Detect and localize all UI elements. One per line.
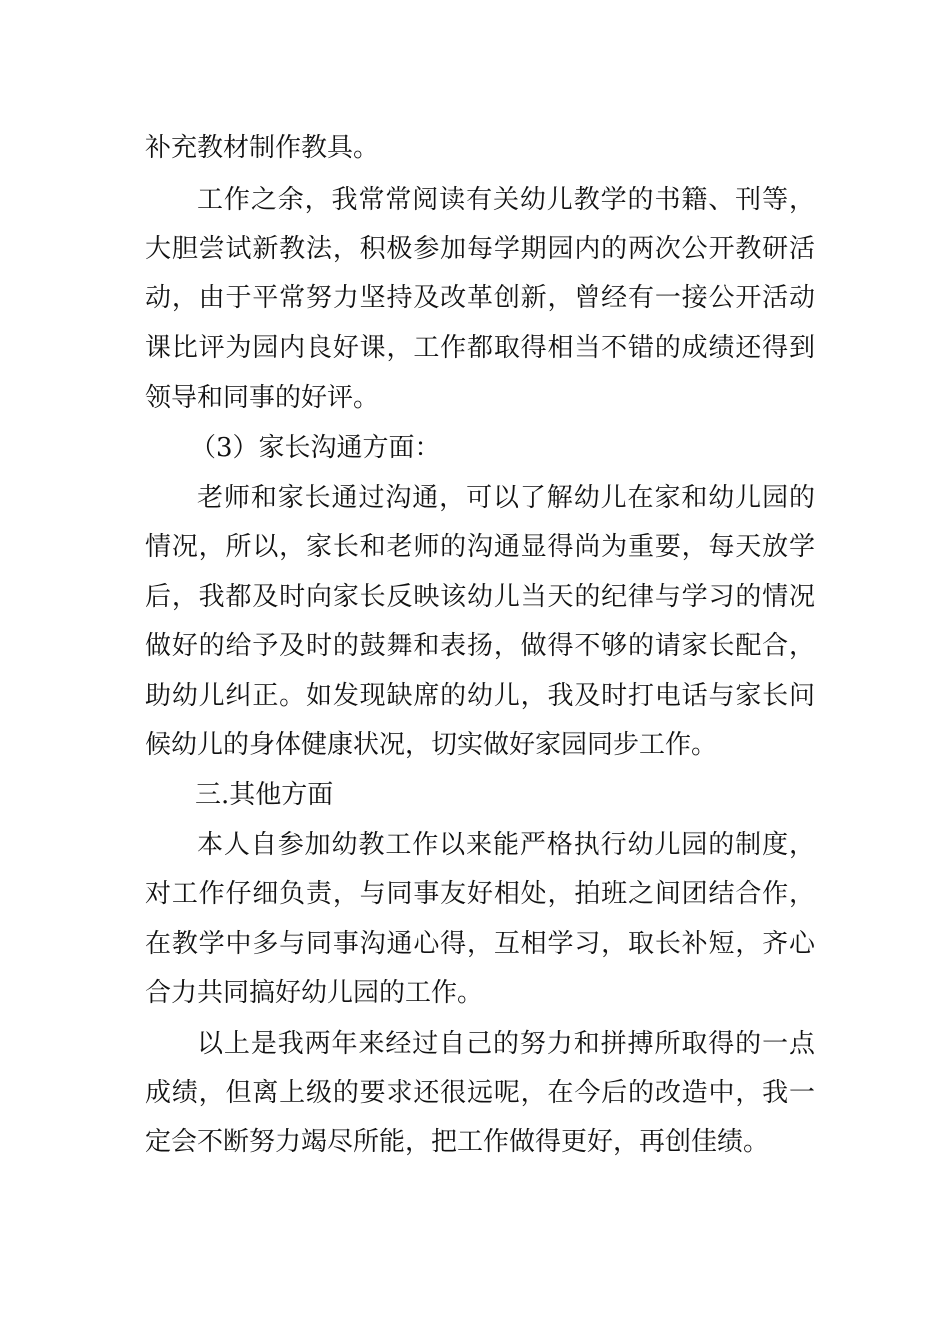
- text-line: 情况，所以，家长和老师的沟通显得尚为重要，每天放学: [145, 532, 815, 562]
- text-line: 做好的给予及时的鼓舞和表扬，做得不够的请家长配合，: [145, 631, 815, 661]
- text-line: 以上是我两年来经过自己的努力和拼搏所取得的一点: [197, 1029, 815, 1059]
- text-line: 候幼儿的身体健康状况，切实做好家园同步工作。: [145, 730, 718, 760]
- text-line: 对工作仔细负责，与同事友好相处，拍班之间团结合作，: [145, 879, 815, 909]
- text-line: 工作之余，我常常阅读有关幼儿教学的书籍、刊等，: [197, 185, 815, 215]
- section-heading: （3）家长沟通方面：: [190, 433, 441, 463]
- text-line: 本人自参加幼教工作以来能严格执行幼儿园的制度，: [197, 830, 815, 860]
- section-heading: 三.其他方面: [195, 780, 334, 810]
- text-line: 动，由于平常努力坚持及改革创新，曾经有一接公开活动: [145, 283, 815, 313]
- text-line: 后，我都及时向家长反映该幼儿当天的纪律与学习的情况: [145, 582, 815, 612]
- text-line: 助幼儿纠正。如发现缺席的幼儿，我及时打电话与家长问: [145, 681, 815, 711]
- text-line: 在教学中多与同事沟通心得，互相学习，取长补短，齐心: [145, 929, 815, 959]
- text-line: 课比评为园内良好课，工作都取得相当不错的成绩还得到: [145, 333, 815, 363]
- text-line: 成绩，但离上级的要求还很远呢，在今后的改造中，我一: [145, 1078, 815, 1108]
- text-line: 补充教材制作教具。: [145, 133, 380, 163]
- text-line: 定会不断努力竭尽所能，把工作做得更好，再创佳绩。: [145, 1127, 770, 1157]
- text-line: 合力共同搞好幼儿园的工作。: [145, 978, 484, 1008]
- text-line: 大胆尝试新教法，积极参加每学期园内的两次公开教研活: [145, 234, 815, 264]
- text-line: 领导和同事的好评。: [145, 383, 380, 413]
- text-line: 老师和家长通过沟通，可以了解幼儿在家和幼儿园的: [197, 483, 815, 513]
